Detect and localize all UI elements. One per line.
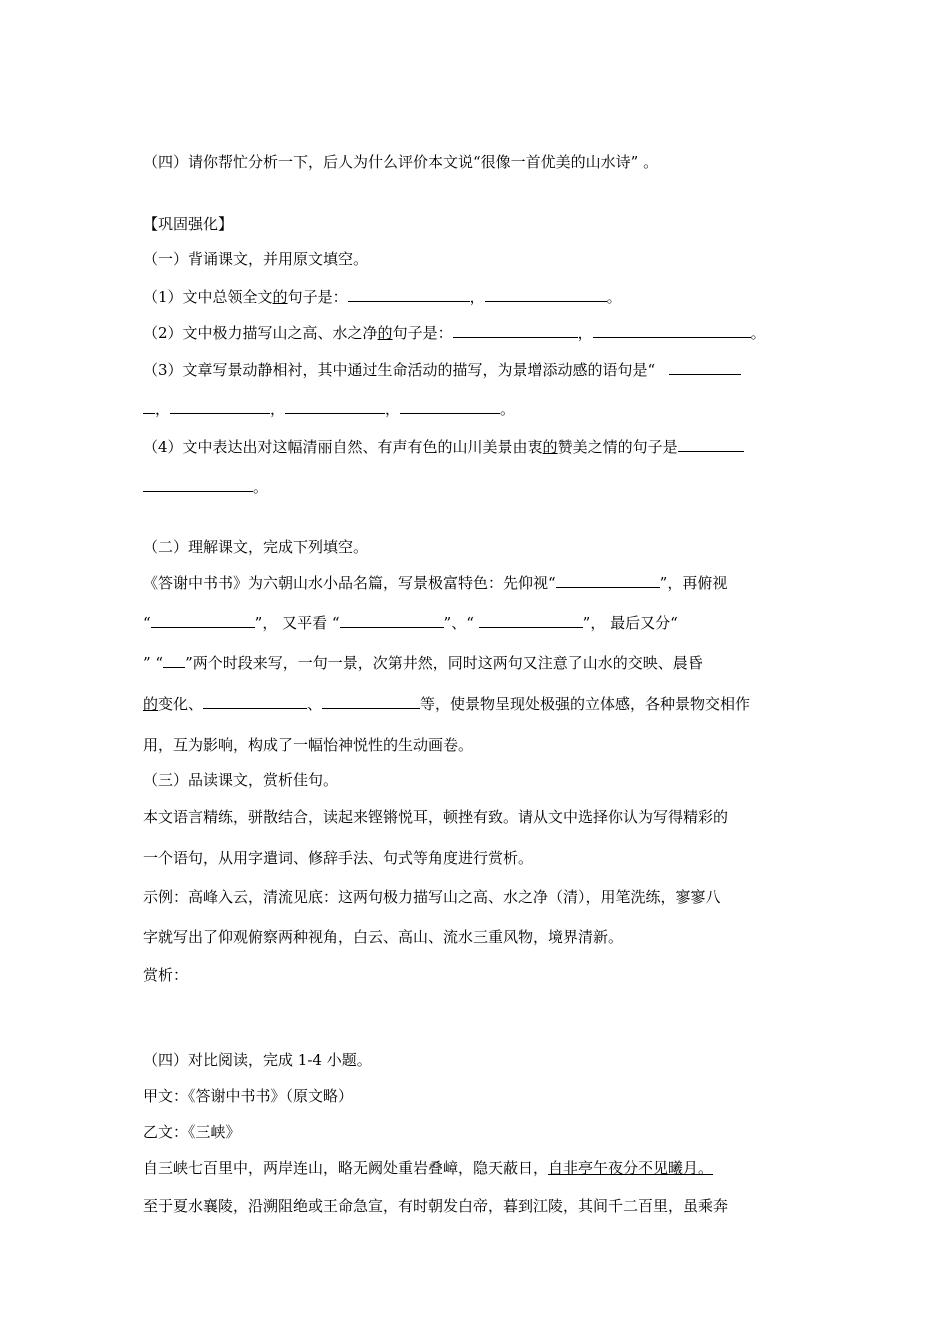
part2-line5: 用，互为影响，构成了一幅怡神悦性的生动画卷。 bbox=[143, 736, 474, 754]
answer-blank[interactable] bbox=[203, 695, 307, 709]
part1-q2: （2）文中极力描写山之高、水之净的句子是： ， 。 bbox=[143, 324, 766, 342]
part2-heading: （二）理解课文，完成下列填空。 bbox=[143, 538, 369, 556]
question-4-prompt: （四）请你帮忙分析一下，后人为什么评价本文说“很像一首优美的山水诗” 。 bbox=[143, 153, 659, 171]
answer-blank[interactable] bbox=[485, 288, 607, 302]
sanxia-line1: 自三峡七百里中，两岸连山，略无阙处重岩叠嶂，隐天蔽日，自非亭午夜分不见曦月。 bbox=[143, 1159, 714, 1177]
answer-blank[interactable] bbox=[170, 400, 270, 414]
answer-blank[interactable] bbox=[453, 324, 578, 338]
part4-heading: （四）对比阅读，完成 1-4 小题。 bbox=[143, 1051, 372, 1069]
part3-example: 示例：高峰入云，清流见底：这两句极力描写山之高、水之净（清），用笔洗练，寥寥八 bbox=[143, 888, 721, 906]
part2-line3: ” “ ”两个时段来写，一句一景，次第井然，同时这两句又注意了山水的交映、晨昏 bbox=[143, 654, 703, 672]
section-title: 【巩固强化】 bbox=[143, 215, 234, 233]
answer-blank[interactable] bbox=[143, 478, 253, 492]
sanxia-line2: 至于夏水襄陵，沿溯阻绝或王命急宣，有时朝发白帝，暮到江陵，其间千二百里，虽乘奔 bbox=[143, 1197, 729, 1215]
part1-heading: （一）背诵课文，并用原文填空。 bbox=[143, 250, 369, 268]
part2-line2: “ ”， 又平看 “ ”、“ ”， 最后又分“ bbox=[143, 614, 678, 632]
text-jia: 甲文：《答谢中书书》（原文略） bbox=[143, 1087, 354, 1105]
answer-blank[interactable] bbox=[593, 324, 751, 338]
part1-q4-cont: 。 bbox=[143, 477, 268, 497]
part1-q3: （3）文章写景动静相衬，其中通过生命活动的描写，为景增添动感的语句是“ bbox=[143, 360, 741, 380]
part2-line1: 《答谢中书书》为六朝山水小品名篇，写景极富特色：先仰视“ ”，再俯视 bbox=[143, 574, 728, 592]
answer-blank[interactable] bbox=[285, 400, 385, 414]
text-yi: 乙文：《三峡》 bbox=[143, 1123, 241, 1141]
answer-blank[interactable] bbox=[143, 400, 155, 414]
part3-p2: 一个语句，从用字遣词、修辞手法、句式等角度进行赏析。 bbox=[143, 849, 534, 867]
answer-blank[interactable] bbox=[163, 654, 185, 668]
part1-q4: （4）文中表达出对这幅清丽自然、有声有色的山川美景由衷的赞美之情的句子是 bbox=[143, 437, 744, 457]
part3-p1: 本文语言精练，骈散结合，读起来铿锵悦耳，顿挫有致。请从文中选择你认为写得精彩的 bbox=[143, 808, 729, 826]
part3-heading: （三）品读课文，赏析佳句。 bbox=[143, 771, 339, 789]
answer-blank[interactable] bbox=[348, 288, 470, 302]
part3-analysis-label: 赏析： bbox=[143, 966, 189, 984]
answer-blank[interactable] bbox=[400, 400, 500, 414]
answer-blank[interactable] bbox=[340, 614, 444, 628]
part3-example-cont: 字就写出了仰观俯察两种视角，白云、高山、流水三重风物，境界清新。 bbox=[143, 928, 624, 946]
part2-line4: 的变化、 、 等，使景物呈现处极强的立体感，各种景物交相作 bbox=[143, 695, 751, 713]
part1-q3-cont: ， ， ， 。 bbox=[143, 399, 515, 419]
answer-blank[interactable] bbox=[479, 614, 583, 628]
answer-blank[interactable] bbox=[151, 614, 255, 628]
answer-blank[interactable] bbox=[678, 438, 744, 452]
part1-q1: （1）文中总领全文的句子是： ， 。 bbox=[143, 288, 622, 306]
answer-blank[interactable] bbox=[669, 361, 741, 375]
answer-blank[interactable] bbox=[556, 574, 660, 588]
answer-blank[interactable] bbox=[322, 695, 420, 709]
